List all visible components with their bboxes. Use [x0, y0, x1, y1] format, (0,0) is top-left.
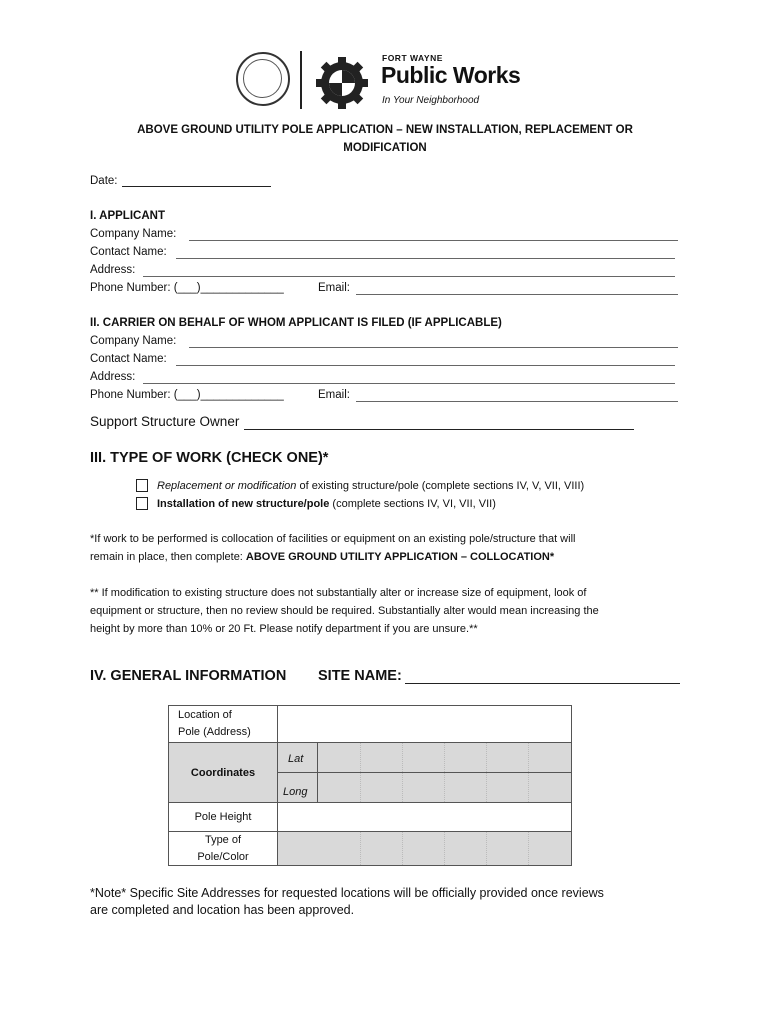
org-name: Public Works: [381, 62, 521, 88]
long-label-cell: Long: [278, 773, 318, 803]
applicant-address-field[interactable]: [143, 276, 675, 277]
header-divider: [300, 51, 302, 109]
collocation-note: [90, 530, 575, 566]
new-installation-checkbox[interactable]: [136, 497, 148, 510]
carrier-contact-label: Contact Name:: [90, 353, 167, 365]
title-line-2: MODIFICATION: [343, 142, 427, 154]
applicant-contact-label: Contact Name:: [90, 246, 167, 258]
pole-type-label-line-1: Type of: [204, 834, 242, 846]
applicant-phone-label[interactable]: Phone Number: (___)_____________: [90, 282, 284, 294]
lat-input-cell[interactable]: [318, 743, 571, 773]
replacement-option-italic: Replacement or modification: [157, 480, 297, 492]
section-applicant-heading: I. APPLICANT: [90, 210, 165, 222]
org-tagline: In Your Neighborhood: [382, 95, 480, 106]
new-installation-option-bold: Installation of new structure/pole: [157, 498, 330, 510]
section-carrier-heading: II. CARRIER ON BEHALF OF WHOM APPLICANT IS FILED (IF APPLICABLE): [90, 317, 502, 329]
applicant-email-field[interactable]: [356, 294, 678, 295]
new-installation-option-rest: (complete sections IV, VI, VII, VII): [329, 498, 496, 510]
collocation-note-line-2-bold: ABOVE GROUND UTILITY APPLICATION – COLLOCATION*: [245, 551, 555, 563]
footnote-line-2: are completed and location has been approved.: [90, 903, 355, 917]
org-city-label: FORT WAYNE: [382, 53, 443, 63]
footnote-line-1: *Note* Specific Site Addresses for requested locations will be officially provided once reviews: [90, 886, 604, 900]
general-info-table: [168, 705, 572, 866]
pole-type-input-cell[interactable]: [278, 832, 571, 865]
pole-height-label-cell: Pole Height: [169, 803, 278, 832]
carrier-email-label: Email:: [318, 389, 350, 401]
carrier-company-field[interactable]: [189, 347, 678, 348]
date-field[interactable]: [122, 186, 271, 187]
modification-note: [90, 584, 599, 638]
applicant-email-label: Email:: [318, 282, 350, 294]
applicant-contact-field[interactable]: [176, 258, 675, 259]
location-label-cell: [169, 706, 278, 743]
pole-type-label-line-2: Pole/Color: [197, 851, 249, 863]
new-installation-option: [157, 497, 496, 511]
title-line-1: ABOVE GROUND UTILITY POLE APPLICATION – NEW INSTALLATION, REPLACEMENT OR: [137, 124, 633, 136]
location-label-line-1: Location of: [178, 709, 232, 721]
pole-height-input-cell[interactable]: [278, 803, 571, 832]
collocation-note-line-2: [90, 548, 575, 566]
modification-note-line-3: height by more than 10% or 20 Ft. Please notify department if you are unsure.**: [90, 623, 478, 635]
date-label: Date:: [90, 175, 118, 187]
carrier-address-label: Address:: [90, 371, 136, 383]
applicant-address-label: Address:: [90, 264, 136, 276]
applicant-company-field[interactable]: [189, 240, 678, 241]
pole-type-label-cell: [169, 832, 278, 865]
carrier-contact-field[interactable]: [176, 365, 675, 366]
city-seal-icon: [236, 52, 290, 106]
carrier-address-field[interactable]: [143, 383, 675, 384]
section-type-of-work-heading: III. TYPE OF WORK (CHECK ONE)*: [90, 450, 329, 466]
support-owner-field[interactable]: [244, 429, 634, 430]
collocation-note-line-2-pre: remain in place, then complete:: [90, 551, 246, 563]
section-general-info-heading: IV. GENERAL INFORMATION: [90, 668, 287, 684]
location-input-cell[interactable]: [278, 706, 571, 743]
site-name-field[interactable]: [405, 683, 680, 684]
coordinates-label-cell: Coordinates: [169, 743, 278, 803]
applicant-company-label: Company Name:: [90, 228, 177, 240]
replacement-option-rest: of existing structure/pole (complete sections IV, V, VII, VIII): [296, 480, 585, 492]
site-address-footnote: [90, 885, 604, 919]
collocation-note-line-1: *If work to be performed is collocation of facilities or equipment on an existing pole/structure that will: [90, 533, 576, 545]
modification-note-line-2: equipment or structure, then no review should be required. Substantially alter would mean increasing the: [90, 605, 599, 617]
carrier-email-field[interactable]: [356, 401, 678, 402]
long-input-cell[interactable]: [318, 773, 571, 803]
replacement-checkbox[interactable]: [136, 479, 148, 492]
replacement-option: [157, 479, 584, 493]
modification-note-line-1: ** If modification to existing structure does not substantially alter or increase size of equipment, look of: [90, 587, 587, 599]
carrier-phone-label[interactable]: Phone Number: (___)_____________: [90, 389, 284, 401]
lat-label-cell: Lat: [278, 743, 318, 773]
location-label-line-2: Pole (Address): [178, 726, 251, 738]
carrier-company-label: Company Name:: [90, 335, 177, 347]
support-owner-label: Support Structure Owner: [90, 414, 240, 429]
site-name-label: SITE NAME:: [318, 668, 402, 684]
page-title: [90, 121, 680, 157]
public-works-gear-icon: [314, 55, 370, 111]
